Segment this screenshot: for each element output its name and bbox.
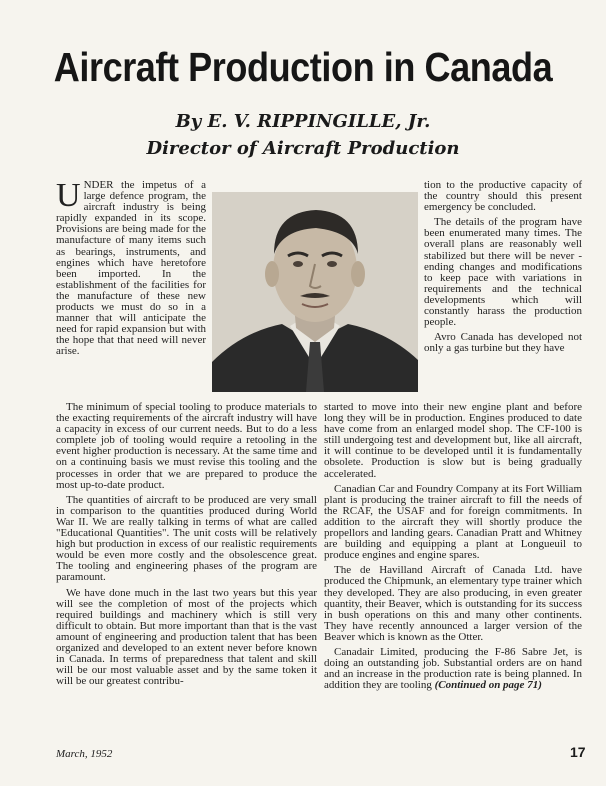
author-position: Director of Aircraft Production bbox=[146, 138, 460, 159]
column-2-bottom bbox=[324, 402, 582, 695]
issue-date: March, 1952 bbox=[56, 748, 113, 760]
column-1-top bbox=[56, 177, 206, 362]
continued-notice: (Continued on page 71) bbox=[434, 679, 542, 692]
paragraph: The quantities of aircraft to be produced are very small in comparison to the quantities produced during World War II. We are really talking in terms of what are called "Educational Quantities". The unit costs will be relatively high but production in excess of our realistic requirements would be even more costly and the obsolescence great. The tooling and engineering phases of the program are paramount. bbox=[56, 493, 317, 584]
paragraph bbox=[324, 647, 582, 691]
paragraph: started to move into their new engine plant and before long they will be in production. Engines produced to date have come from an enlarged model shop. The CF-100 is still undergoing test and development but, like all aircraft, it will continue to be developed until it is fundamentally obsolete. Production is slow but is being gradually accelerated. bbox=[324, 401, 582, 480]
column-1-bottom bbox=[56, 402, 317, 691]
paragraph-text: Canadair Limited, producing the F-86 Sabre Jet, is doing an outstanding job. Substantial orders are on hand and an increase in the production rate is being planned. In addition they are tooling bbox=[324, 645, 582, 692]
paragraph: Avro Canada has developed not only a gas turbine but they have bbox=[424, 331, 582, 355]
paragraph: NDER the impetus of a large defence program, the aircraft industry is being rapidly expanded in its scope. Provisions are being made for the manufacture of many items such as bearings, instruments, and engines which have heretofore been imported. In the establishment of the facilities for the manufacture of these new products we must do so in a manner that will anticipate the need for rapid expansion but with the hope that that need will never arise. bbox=[56, 179, 206, 358]
article-byline: By E. V. RIPPINGILLE, Jr. bbox=[175, 111, 431, 132]
column-3-top bbox=[424, 180, 582, 358]
paragraph: The minimum of special tooling to produce materials to the exacting requirements of the aircraft industry will have a capacity in excess of our current needs. But to do a less complete job of tooling would require a retooling in the event higher production is necessary. At the same time and on a continuing basis we must revise this tooling and the processes in order that we are prepared to produce the most up-to-date product. bbox=[56, 401, 317, 491]
paragraph: tion to the productive capacity of the country should this present emergency be concluded. bbox=[424, 179, 582, 214]
paragraph: Canadian Car and Foundry Company at its Fort William plant is producing the trainer aircraft to fill the needs of the RCAF, the USAF and for foreign commitments. In addition to the aircraft they will shortly produce the propellors and landing gears. Canadian Pratt and Whitney are building and equipping a plant at Longueuil to produce engines and engine spares. bbox=[324, 482, 582, 562]
page-number: 17 bbox=[570, 744, 586, 760]
drop-cap: U bbox=[56, 177, 81, 214]
paragraph: We have done much in the last two years but this year will see the completion of most of the projects which required buildings and machinery which is still very difficult to obtain. But more important than that is the vast amount of engineering and production talent that has been organized and developed to an extent never before known in Canada. In terms of preparedness that talent and skill will be our most valuable asset and by the same token it will be our greatest contribu- bbox=[56, 586, 317, 688]
article-title: Aircraft Production in Canada bbox=[53, 44, 553, 90]
paragraph: The details of the program have been enumerated many times. The overall plans are reasonably well stabilized but there will be never - ending changes and modifications to keep pace with variations in requirements and the technical developments which will constantly harass the production people. bbox=[424, 216, 582, 329]
author-portrait bbox=[212, 192, 418, 392]
paragraph: The de Havilland Aircraft of Canada Ltd. have produced the Chipmunk, an elementary type trainer which they developed. They are also producing, in even greater quantity, their Beaver, which is outstanding for its success in bush operations on this and many other continents. They have recently announced a larger version of the Beaver which is known as the Otter. bbox=[324, 564, 582, 643]
